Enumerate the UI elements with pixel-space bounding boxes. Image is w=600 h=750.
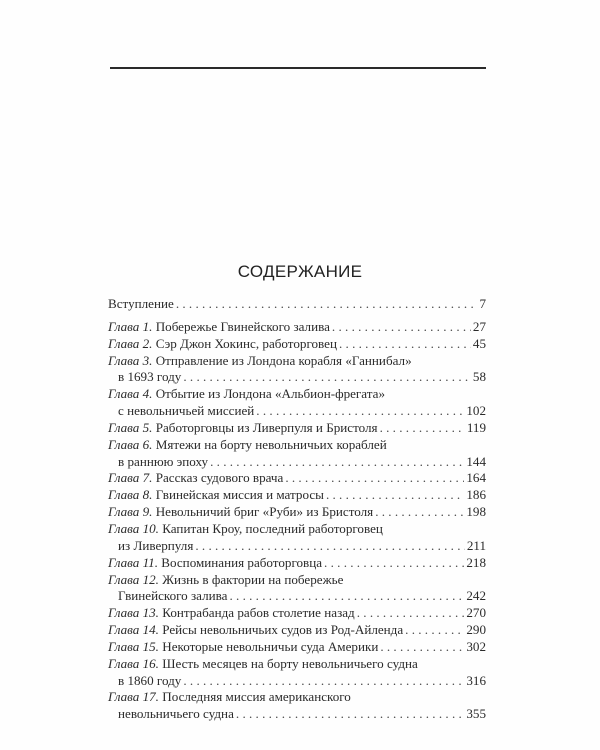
page-number: 242 [466, 588, 486, 604]
page-number: 164 [466, 470, 486, 486]
page-number: 290 [466, 622, 486, 638]
chapter-label: Глава 15. [108, 638, 159, 654]
chapter-label: Глава 16. [108, 655, 159, 671]
chapter-title: Отбытие из Лондона «Альбион-фрегата» [155, 386, 386, 402]
chapter-title: Капитан Кроу, последний работорговец [162, 520, 383, 536]
chapter-label: Глава 9. [108, 504, 153, 520]
chapter-label: Глава 6. [108, 436, 153, 452]
page-number: 198 [466, 504, 486, 520]
page-number: 45 [472, 335, 486, 351]
chapter-label: Глава 4. [108, 386, 153, 402]
toc-entry[interactable] [108, 487, 486, 504]
chapter-title: Мятежи на борту невольничьих кораблей [155, 436, 387, 452]
chapter-title: в 1693 году [118, 369, 182, 385]
chapter-title: Отправление из Лондона корабля «Ганнибал» [155, 352, 412, 368]
chapter-label: Глава 12. [108, 571, 159, 587]
chapter-title: Жизнь в фактории на побережье [162, 571, 344, 587]
page-number: 119 [466, 419, 486, 435]
toc-entry[interactable] [108, 319, 486, 336]
page-number: 302 [466, 638, 486, 654]
top-rule [110, 67, 486, 69]
page-number: 270 [466, 605, 486, 621]
chapter-label: Глава 2. [108, 335, 153, 351]
chapter-title: из Ливерпуля [118, 537, 194, 553]
dot-leader [380, 639, 464, 656]
dot-leader [326, 487, 464, 504]
toc-entry[interactable] [108, 639, 486, 656]
page-number: 102 [466, 403, 486, 419]
page-number: 218 [466, 554, 486, 570]
chapter-title: с невольничьей миссией [118, 403, 255, 419]
dot-leader [405, 622, 464, 639]
dot-leader [183, 673, 464, 690]
chapter-title: Вступление [108, 296, 174, 311]
chapter-title: Сэр Джон Хокинс, работорговец [155, 335, 337, 351]
toc-entry[interactable] [108, 622, 486, 639]
chapter-title: Побережье Гвинейского залива [155, 318, 330, 334]
page-number: 58 [472, 369, 486, 385]
chapter-label: Глава 14. [108, 622, 159, 638]
chapter-label: Глава 8. [108, 487, 153, 503]
page-number: 186 [466, 487, 486, 503]
dot-leader [236, 706, 464, 723]
dot-leader [339, 336, 471, 353]
chapter-label: Глава 1. [108, 318, 153, 334]
chapter-label: Глава 11. [108, 554, 158, 570]
page-number: 27 [472, 318, 486, 334]
toc-entry[interactable] [108, 555, 486, 572]
chapter-title: Шесть месяцев на борту невольничьего судна [162, 655, 418, 671]
chapter-label: Глава 17. [108, 689, 159, 705]
dot-leader [380, 420, 465, 437]
toc-entry[interactable] [108, 437, 486, 471]
page-number: 316 [466, 672, 486, 688]
dot-leader [256, 403, 464, 420]
chapter-title: Некоторые невольничьи суда Америки [162, 638, 379, 654]
chapter-title: Гвинейская миссия и матросы [155, 487, 324, 503]
dot-leader [229, 588, 464, 605]
toc-entry[interactable] [108, 470, 486, 487]
page-number: 211 [466, 537, 486, 553]
dot-leader [183, 369, 471, 386]
chapter-title: в раннюю эпоху [118, 453, 209, 469]
toc-entry[interactable] [108, 296, 486, 313]
chapter-label: Глава 3. [108, 352, 153, 368]
dot-leader [195, 538, 465, 555]
chapter-title: невольничьего судна [118, 706, 234, 722]
page-number: 355 [466, 706, 486, 722]
dot-leader [210, 454, 464, 471]
chapter-label: Глава 7. [108, 470, 153, 486]
chapter-title: в 1860 году [118, 672, 182, 688]
chapter-label: Глава 10. [108, 520, 159, 536]
chapter-label: Глава 5. [108, 419, 153, 435]
dot-leader [375, 504, 464, 521]
chapter-title: Последняя миссия американского [162, 689, 351, 705]
toc-entry[interactable] [108, 504, 486, 521]
chapter-title: Работорговцы из Ливерпуля и Бристоля [155, 419, 378, 435]
toc-entry[interactable] [108, 656, 486, 690]
chapter-title: Невольничий бриг «Руби» из Бристоля [155, 504, 374, 520]
chapter-label: Глава 13. [108, 605, 159, 621]
page-number: 144 [466, 453, 486, 469]
dot-leader [324, 555, 464, 572]
toc-entry[interactable] [108, 386, 486, 420]
dot-leader [285, 470, 464, 487]
page-title: СОДЕРЖАНИЕ [237, 262, 363, 281]
chapter-title: Гвинейского залива [118, 588, 228, 604]
toc-entry[interactable] [108, 521, 486, 555]
table-of-contents [108, 296, 486, 723]
chapter-title: Рейсы невольничьих судов из Род-Айленда [162, 622, 404, 638]
toc-entry[interactable] [108, 420, 486, 437]
toc-entry[interactable] [108, 336, 486, 353]
toc-entry[interactable] [108, 572, 486, 606]
toc-entry[interactable] [108, 689, 486, 723]
dot-leader [357, 605, 465, 622]
dot-leader [332, 319, 471, 336]
page-number: 7 [479, 296, 486, 311]
dot-leader [176, 296, 478, 313]
chapter-title: Рассказ судового врача [155, 470, 284, 486]
toc-entry[interactable] [108, 353, 486, 387]
chapter-title: Воспоминания работорговца [161, 554, 323, 570]
toc-entry[interactable] [108, 605, 486, 622]
chapter-title: Контрабанда рабов столетие назад [162, 605, 355, 621]
